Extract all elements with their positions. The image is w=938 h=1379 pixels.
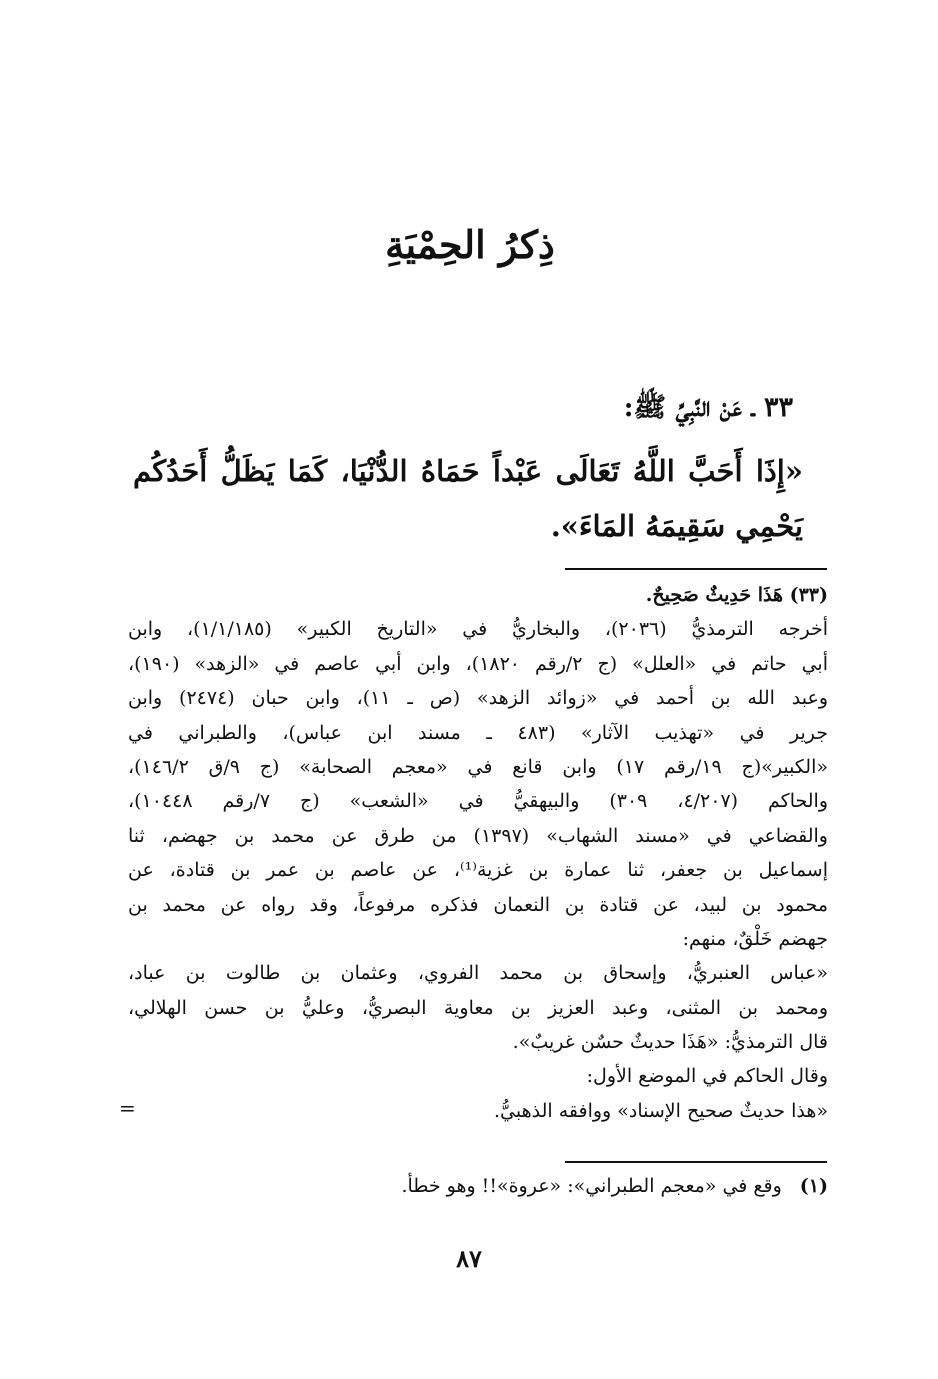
notes-line: أخرجه الترمذيُّ (٢٠٣٦)، والبخاريُّ في «التاريخ الكبير» (١/١/١٨٥)، وابن: [128, 618, 829, 641]
page-number: ٨٧: [456, 1244, 482, 1273]
notes-line: جهضم خَلْقٌ، منهم:: [682, 927, 828, 950]
notes-block: [128, 578, 828, 1128]
footnote: [128, 1175, 828, 1197]
notes-line: «هذا حديثٌ صحيح الإسناد» ووافقه الذهبيُّ.: [494, 1099, 828, 1122]
notes-line: جرير في «تهذيب الآثار» (٤٨٣ ـ مسند ابن عباس)، والطبراني في: [128, 721, 828, 744]
notes-line: «عباس العنبريُّ، وإسحاق بن محمد الفروي، وعثمان بن طالوت بن عباد،: [128, 962, 828, 985]
notes-line: ومحمد بن المثنى، وعبد العزيز بن معاوية البصريُّ، وعليُّ بن حسن الهلالي،: [128, 996, 828, 1019]
notes-line: وعبد الله بن أحمد في «زوائد الزهد» (ص ـ ١١)، وابن حبان (٢٤٧٤) وابن: [128, 687, 828, 710]
footnote-text: وقع في «معجم الطبراني»: «عروة»!! وهو خطأ.: [401, 1175, 782, 1197]
notes-line: إسماعيل بن جعفر، ثنا عمارة بن غزية⁽¹⁾، عن عاصم بن عمر بن قتادة، عن: [128, 859, 829, 882]
notes-line: والقضاعي في «مسند الشهاب» (١٣٩٧) من طرق عن محمد بن جهضم، ثنا: [128, 824, 828, 847]
notes-line: قال الترمذيُّ: «هَذَا حديثٌ حسٌن غريبٌ».: [512, 1031, 828, 1054]
hadith-number-line: ٣٣ ـ عَنْ النَّبِيِّ ﷺ:: [623, 392, 793, 423]
notes-line: (٣٣) هَذَا حَدِيثٌ صَحِيحٌ.: [645, 584, 828, 606]
footnote-number: (١): [799, 1175, 828, 1197]
notes-line: وقال الحاكم في الموضع الأول:: [586, 1065, 828, 1088]
notes-line: أبي حاتم في «العلل» (ج ٢/رقم ١٨٢٠)، وابن أبي عاصم في «الزهد» (١٩٠)،: [128, 652, 829, 675]
notes-separator-rule: [565, 568, 827, 570]
continuation-mark: =: [119, 1096, 136, 1120]
notes-line: والحاكم (٤/٢٠٧، ٣٠٩) والبيهقيُّ في «الشعب» (ج ٧/رقم ١٠٤٤٨)،: [128, 790, 829, 813]
notes-line: «الكبير»(ج ١٩/رقم ١٧) وابن قانع في «معجم الصحابة» (ج ٩/ق ١٤٦/٢)،: [128, 755, 828, 778]
notes-line: محمود بن لبيد، عن قتادة بن النعمان فذكره مرفوعاً، وقد رواه عن محمد بن: [128, 893, 828, 916]
footnote-separator-rule: [565, 1161, 827, 1163]
chapter-title: ذِكرُ الحِمْيَةِ: [385, 222, 555, 267]
hadith-text: «إِذَا أَحَبَّ اللَّهُ تَعَالَى عَبْداً حَمَاهُ الدُّنْيَا، كَمَا يَظَلُّ أَحَدُكُم يَحْمِي سَقِيمَهُ المَاءَ».: [133, 454, 803, 543]
